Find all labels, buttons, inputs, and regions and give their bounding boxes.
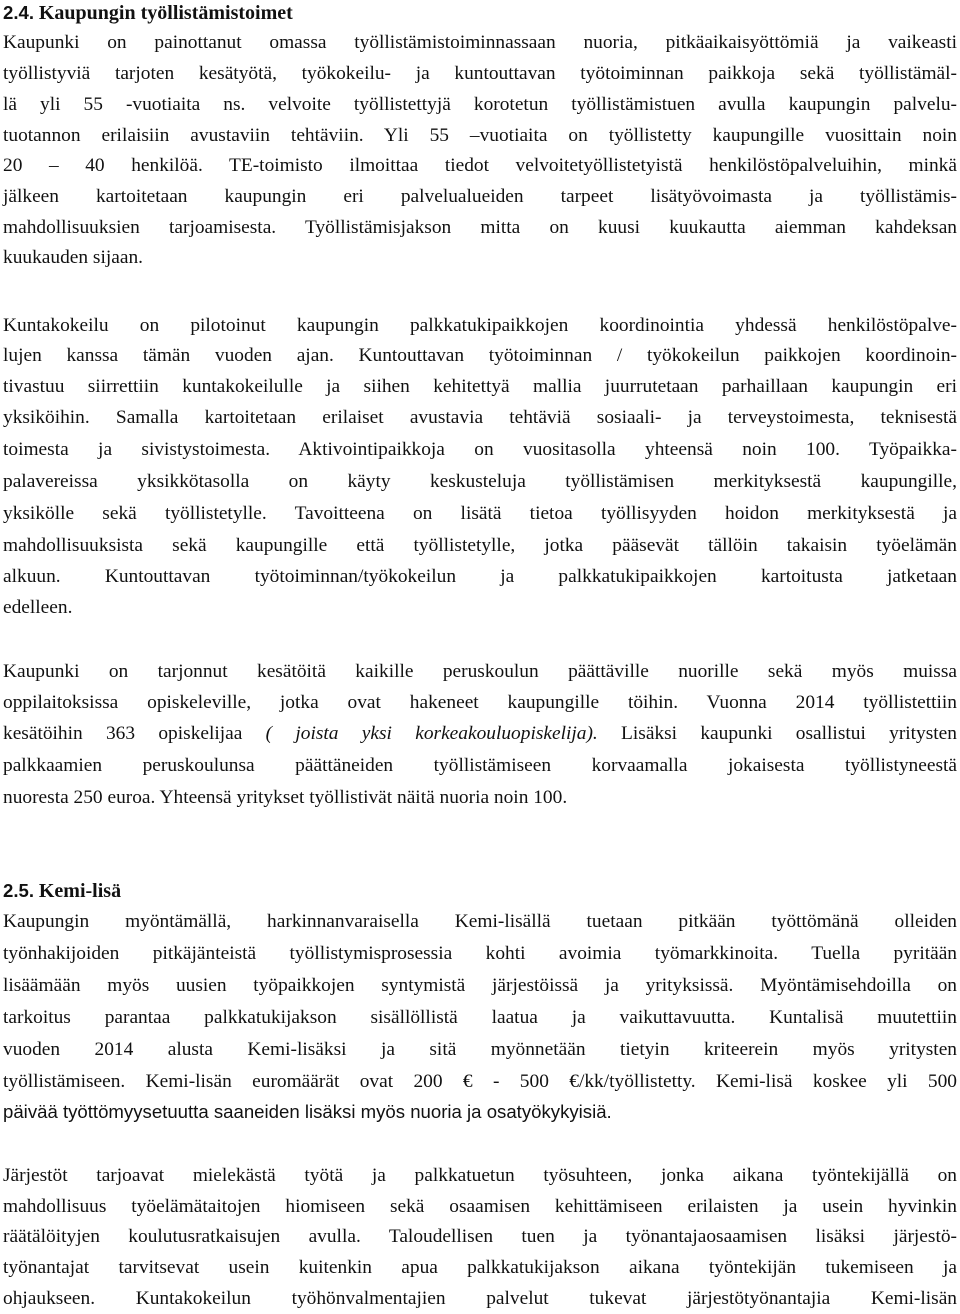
text-run: kesätöihin 363 opiskelijaa	[3, 723, 266, 744]
paragraph-line: mahdollisuuksista sekä kaupungille että työllistetylle, jotka pääsevät tällöin takaisin työelämän	[3, 535, 957, 556]
paragraph-line-mixed	[3, 718, 957, 749]
paragraph-line: tarkoitus parantaa palkkatukijakson sisällöllistä laatua ja vaikuttavuutta. Kuntalisä muutettiin	[3, 1007, 957, 1028]
paragraph-line: nuoresta 250 euroa. Yhteensä yritykset työllistivät näitä nuoria noin 100.	[3, 787, 568, 808]
section-heading-2-4	[3, 0, 957, 28]
paragraph-line: Kaupunki on painottanut omassa työllistämistoiminnassaan nuoria, pitkäaikaisyöttömiä ja vaikeasti	[3, 32, 957, 53]
paragraph-line: Kuntakokeilu on pilotoinut kaupungin palkkatukipaikkojen koordinointia yhdessä henkilöstöpalve-	[3, 315, 957, 336]
paragraph-line: tivastuu siirrettiin kuntakokeilulle ja siihen kehitettyä mallia juurrutetaan parhaillaan kaupungin eri	[3, 376, 957, 397]
paragraph-line: edelleen.	[3, 597, 73, 618]
paragraph-line: ohjaukseen. Kuntakokeilun työhönvalmentajien palvelut tukevat järjestötyönantajia Kemi-lisän	[3, 1288, 957, 1309]
paragraph-line: Kaupunki on tarjonnut kesätöitä kaikille peruskoulun päättäville nuorille sekä myös muissa	[3, 661, 957, 682]
italic-note: ( joista yksi korkeakouluopiskelija).	[265, 723, 598, 744]
section-title: Kaupungin työllistämistoimet	[38, 2, 293, 24]
section-number: 2.4.	[3, 2, 35, 23]
paragraph-line: mahdollisuuksien tarjoamisesta. Työllistämisjakson mitta on kuusi kuukautta aiemman kahdeksan	[3, 217, 957, 238]
paragraph-line: jälkeen kartoitetaan kaupungin eri palvelualueiden tarpeet lisätyövoimasta ja työllistämis-	[3, 186, 957, 207]
paragraph-line: alkuun. Kuntouttavan työtoiminnan/työkokeilun ja palkkatukipaikkojen kartoitusta jatketaan	[3, 566, 957, 587]
paragraph-line: oppilaitoksissa opiskeleville, jotka ovat hakeneet kaupungille töihin. Vuonna 2014 työllistettiin	[3, 692, 957, 713]
paragraph-line: 20 – 40 henkilöä. TE-toimisto ilmoittaa tiedot velvoitetyöllistetyistä henkilöstöpalveluihin, minkä	[3, 155, 957, 176]
paragraph-line: lisäämään myös uusien työpaikkojen syntymistä järjestöissä ja yrityksissä. Myöntämisehdoilla on	[3, 975, 957, 996]
paragraph-line: lujen kanssa tämän vuoden ajan. Kuntouttavan työtoiminnan / työkokeilun paikkojen koordinoin-	[3, 345, 957, 366]
paragraph-line: työllistämiseen. Kemi-lisän euromäärät ovat 200 € - 500 €/kk/työllistetty. Kemi-lisä koskee yli 500	[3, 1071, 957, 1092]
paragraph-line: vuoden 2014 alusta Kemi-lisäksi ja sitä myönnetään tietyin kriteerein myös yritysten	[3, 1039, 957, 1060]
paragraph-line: mahdollisuus työelämätaitojen hiomiseen sekä osaamisen kehittämiseen erilaisten ja usein hyvinkin	[3, 1196, 957, 1217]
paragraph-line: kuukauden sijaan.	[3, 247, 144, 268]
section-number: 2.5.	[3, 880, 35, 901]
paragraph-line: lä yli 55 -vuotiaita ns. velvoite työllistettyjä korotetun työllistämistuen avulla kaupungin palvelu-	[3, 94, 957, 115]
paragraph-line: toimesta ja sivistystoimesta. Aktivointipaikkoja on vuositasolla yhteensä noin 100. Työpaikka-	[3, 439, 957, 460]
paragraph-line: työllistyviä tarjoten kesätyötä, työkokeilu- ja kuntouttavan työtoiminnan paikkoja sekä työllistämäl-	[3, 63, 957, 84]
section-title: Kemi-lisä	[38, 880, 122, 902]
paragraph-line: työnantajat tarvitsevat usein kuitenkin apua palkkatukijakson aikana työntekijän tukemiseen ja	[3, 1257, 957, 1278]
paragraph-line: päivää työttömyysetuutta saaneiden lisäksi myös nuoria ja osatyökykyisiä.	[3, 1101, 612, 1122]
paragraph-line: palkkaamien peruskoulunsa päättäneiden työllistämiseen korvaamalla jokaisesta työllistyneestä	[3, 755, 957, 776]
paragraph-line: Järjestöt tarjoavat mielekästä työtä ja palkkatuetun työsuhteen, jonka aikana työntekijällä on	[3, 1165, 957, 1186]
section-heading-2-5	[3, 875, 957, 906]
paragraph-line: tuotannon erilaisiin avustaviin tehtäviin. Yli 55 –vuotiaita on työllistetty kaupungille vuosittain noin	[3, 125, 957, 146]
paragraph-line: yksiköihin. Samalla kartoitetaan erilaiset avustavia tehtäviä sosiaali- ja terveystoimesta, teknisestä	[3, 407, 957, 428]
paragraph-line: yksikölle sekä työllistetylle. Tavoitteena on lisätä tietoa työllisyyden hoidon merkityksestä ja	[3, 503, 957, 524]
text-run: Lisäksi kaupunki osallistui yritysten	[597, 723, 957, 744]
paragraph-line: Kaupungin myöntämällä, harkinnanvaraisella Kemi-lisällä tuetaan pitkään työttömänä olleiden	[3, 911, 957, 932]
paragraph-line: palavereissa yksikkötasolla on käyty keskusteluja työllistämisen merkityksestä kaupungille,	[3, 471, 957, 492]
paragraph-line: räätälöityjen koulutusratkaisujen avulla. Taloudellisen tuen ja työnantajaosaamisen lisäksi järjestö-	[3, 1226, 957, 1247]
paragraph-line: työnhakijoiden pitkäjänteistä työllistymisprosessia kohti avoimia työmarkkinoita. Tuella pyritään	[3, 943, 957, 964]
